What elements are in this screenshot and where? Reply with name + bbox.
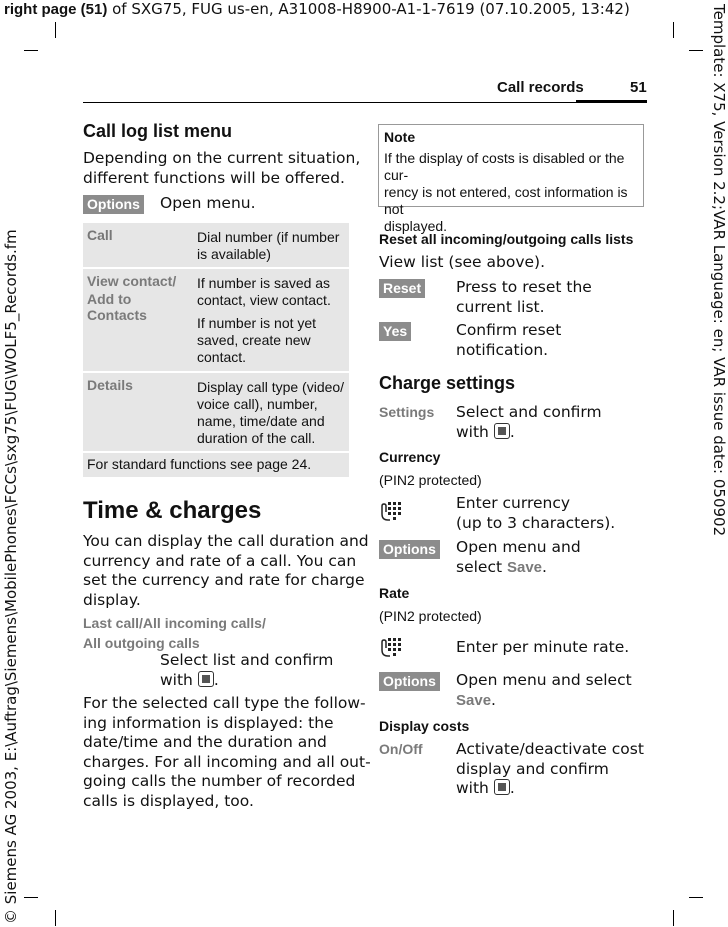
currency-heading: Currency: [379, 449, 441, 465]
settings-label: Settings: [379, 404, 435, 420]
pin2-note: (PIN2 protected): [379, 472, 482, 488]
keypad-icon: [379, 500, 401, 526]
reset-softkey[interactable]: Reset: [379, 279, 425, 298]
reset-desc: Press to reset the current list.: [456, 278, 592, 316]
table-footer-row: For standard functions see page 24.: [83, 453, 349, 479]
keypad-icon: [379, 636, 401, 662]
options-save-desc: Open menu and select Save.: [456, 538, 581, 576]
note-title: Note: [384, 129, 416, 145]
options-softkey[interactable]: Options: [379, 540, 440, 559]
settings-desc: Select and confirm with .: [456, 403, 602, 441]
note-text: If the display of costs is disabled or the cur- rency is not entered, cost information is not displayed.: [384, 150, 628, 234]
options-desc: Open menu.: [160, 194, 256, 212]
table-row: Details Display call type (video/ voice call), number, name, time/date and duration of the call.: [83, 373, 349, 453]
heading-reset-lists: Reset all incoming/outgoing calls lists: [379, 231, 634, 247]
print-file-info: of SXG75, FUG us-en, A31008-H8900-A1-1-7619 (07.10.2005, 13:42): [107, 0, 630, 18]
heading-call-log-list-menu: Call log list menu: [83, 121, 233, 141]
yes-desc: Confirm reset notification.: [456, 321, 562, 359]
options-softkey[interactable]: Options: [83, 195, 144, 214]
crop-mark: [673, 910, 674, 926]
header-rule: [83, 102, 647, 103]
crop-mark: [55, 910, 56, 926]
running-head-title: Call records: [497, 79, 584, 96]
options-save-desc-rate: Open menu and select Save.: [456, 671, 632, 709]
time-charges-paragraph: You can display the call duration and currency and rate of a call. You can set the currency and rate for charge display.: [83, 532, 369, 609]
heading-time-and-charges: Time & charges: [83, 497, 262, 524]
print-page-label: right page (51): [4, 1, 108, 18]
view-list-text: View list (see above).: [379, 253, 546, 271]
on-off-label: On/Off: [379, 741, 423, 757]
options-row: [83, 194, 144, 214]
yes-row: [379, 321, 411, 341]
template-info: Template: X75, Version 2.2;VAR Language: en; VAR issue date: 050902: [710, 4, 728, 537]
crop-mark: [689, 50, 703, 51]
crop-mark: [55, 22, 56, 38]
note-box: [378, 124, 644, 234]
for-selected-paragraph: For the selected call type the follow- ing information is displayed: the date/time and the duration and charges. For all incoming and all out- going calls the number of recorded calls is displayed, too.: [83, 694, 371, 810]
center-key-icon: [198, 671, 214, 687]
intro-paragraph: Depending on the current situation, different functions will be offered.: [83, 149, 361, 187]
center-key-icon: [494, 779, 510, 795]
table-row: Call Dial number (if number is available): [83, 223, 349, 269]
select-list-desc: Select list and confirm with .: [160, 651, 334, 689]
crop-mark: [24, 50, 38, 51]
print-metadata: [4, 0, 630, 18]
table-row: View contact/ Add to Contacts If number is saved as contact, view contact. If number is not yet saved, create new contact.: [83, 269, 349, 373]
options-softkey[interactable]: Options: [379, 672, 440, 691]
copyright-path: © Siemens AG 2003, E:\Auftrag\Siemens\MobilePhones\FCCs\sxg75\FUG\WOLF5_Records.fm: [2, 229, 20, 924]
options-row-rate: [379, 671, 440, 691]
rate-heading: Rate: [379, 585, 410, 601]
on-off-desc: Activate/deactivate cost display and confirm with .: [456, 740, 644, 797]
display-costs-heading: Display costs: [379, 718, 470, 734]
pin2-note: (PIN2 protected): [379, 608, 482, 624]
reset-row: [379, 278, 425, 298]
crop-mark: [689, 897, 703, 898]
crop-mark: [24, 897, 38, 898]
yes-softkey[interactable]: Yes: [379, 322, 411, 341]
enter-rate-desc: Enter per minute rate.: [456, 638, 630, 656]
options-row-currency: [379, 539, 440, 559]
page-number-rule: [576, 100, 647, 103]
center-key-icon: [494, 423, 510, 439]
crop-mark: [673, 22, 674, 38]
enter-currency-desc: Enter currency (up to 3 characters).: [456, 494, 616, 532]
call-log-functions-table: [83, 223, 349, 479]
call-list-labels: Last call/All incoming calls/ All outgoing calls: [83, 615, 266, 651]
page-number: 51: [630, 79, 647, 96]
heading-charge-settings: Charge settings: [379, 373, 516, 393]
